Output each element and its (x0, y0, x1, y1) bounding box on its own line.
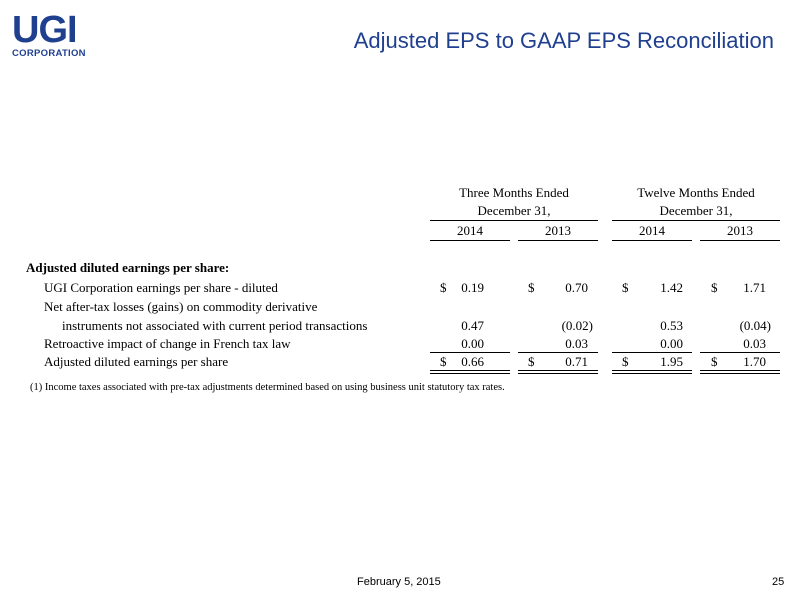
row-label-retroactive-impact: Retroactive impact of change in French tax law (44, 336, 291, 351)
cell-instruments-q2013: (0.02) (561, 318, 593, 333)
dollar-sign: $ (440, 280, 447, 295)
year-header-q-2013: 2013 (545, 223, 571, 238)
slide-title: Adjusted EPS to GAAP EPS Reconciliation (353, 28, 774, 53)
cell-adjusted-eps-q2013: 0.71 (565, 354, 588, 369)
cell-retroactive-y2013: 0.03 (743, 336, 766, 351)
year-header-q-2014: 2014 (457, 223, 483, 238)
section-heading: Adjusted diluted earnings per share: (26, 260, 230, 275)
group-rule-twelve-months (612, 220, 780, 221)
year-rule-y-2013 (700, 240, 780, 241)
cell-instruments-y2014: 0.53 (660, 318, 683, 333)
cell-retroactive-q2013: 0.03 (565, 336, 588, 351)
year-rule-y-2014 (612, 240, 692, 241)
cell-retroactive-y2014: 0.00 (660, 336, 683, 351)
dollar-sign: $ (711, 280, 718, 295)
year-header-y-2014: 2014 (639, 223, 665, 238)
cell-ugi-eps-q2014: 0.19 (461, 280, 484, 295)
total-rule-q-2013 (518, 352, 598, 353)
cell-ugi-eps-y2013: 1.71 (743, 280, 766, 295)
cell-adjusted-eps-q2014: 0.66 (461, 354, 484, 369)
dollar-sign: $ (622, 354, 629, 369)
dollar-sign: $ (528, 280, 535, 295)
dollar-sign: $ (440, 354, 447, 369)
row-label-instruments: instruments not associated with current period transactions (62, 318, 368, 333)
double-rule-y-2014 (612, 370, 692, 374)
double-rule-q-2013 (518, 370, 598, 374)
group-header-three-months-line2: December 31, (477, 203, 551, 218)
group-header-twelve-months-line1: Twelve Months Ended (637, 185, 755, 200)
cell-adjusted-eps-y2013: 1.70 (743, 354, 766, 369)
group-header-twelve-months-line2: December 31, (659, 203, 733, 218)
row-label-adjusted-eps: Adjusted diluted earnings per share (44, 354, 229, 369)
cell-ugi-eps-q2013: 0.70 (565, 280, 588, 295)
footnote: (1) Income taxes associated with pre-tax adjustments determined based on using business unit statutory tax rates. (30, 382, 505, 393)
cell-retroactive-q2014: 0.00 (461, 336, 484, 351)
total-rule-q-2014 (430, 352, 510, 353)
double-rule-q-2014 (430, 370, 510, 374)
total-rule-y-2014 (612, 352, 692, 353)
cell-instruments-y2013: (0.04) (739, 318, 771, 333)
year-header-y-2013: 2013 (727, 223, 753, 238)
cell-instruments-q2014: 0.47 (461, 318, 484, 333)
total-rule-y-2013 (700, 352, 780, 353)
ugi-logo (12, 9, 98, 59)
dollar-sign: $ (711, 354, 718, 369)
cell-adjusted-eps-y2014: 1.95 (660, 354, 683, 369)
row-label-ugi-eps: UGI Corporation earnings per share - diluted (44, 280, 278, 295)
year-rule-q-2013 (518, 240, 598, 241)
logo-subtitle: CORPORATION (12, 48, 86, 59)
footer-date: February 5, 2015 (357, 576, 441, 588)
cell-ugi-eps-y2014: 1.42 (660, 280, 683, 295)
group-header-three-months-line1: Three Months Ended (459, 185, 569, 200)
dollar-sign: $ (622, 280, 629, 295)
group-rule-three-months (430, 220, 598, 221)
dollar-sign: $ (528, 354, 535, 369)
logo-wordmark: UGI (12, 9, 77, 51)
row-label-net-after-tax: Net after-tax losses (gains) on commodity derivative (44, 299, 318, 314)
year-rule-q-2014 (430, 240, 510, 241)
double-rule-y-2013 (700, 370, 780, 374)
page-number: 25 (772, 576, 785, 588)
